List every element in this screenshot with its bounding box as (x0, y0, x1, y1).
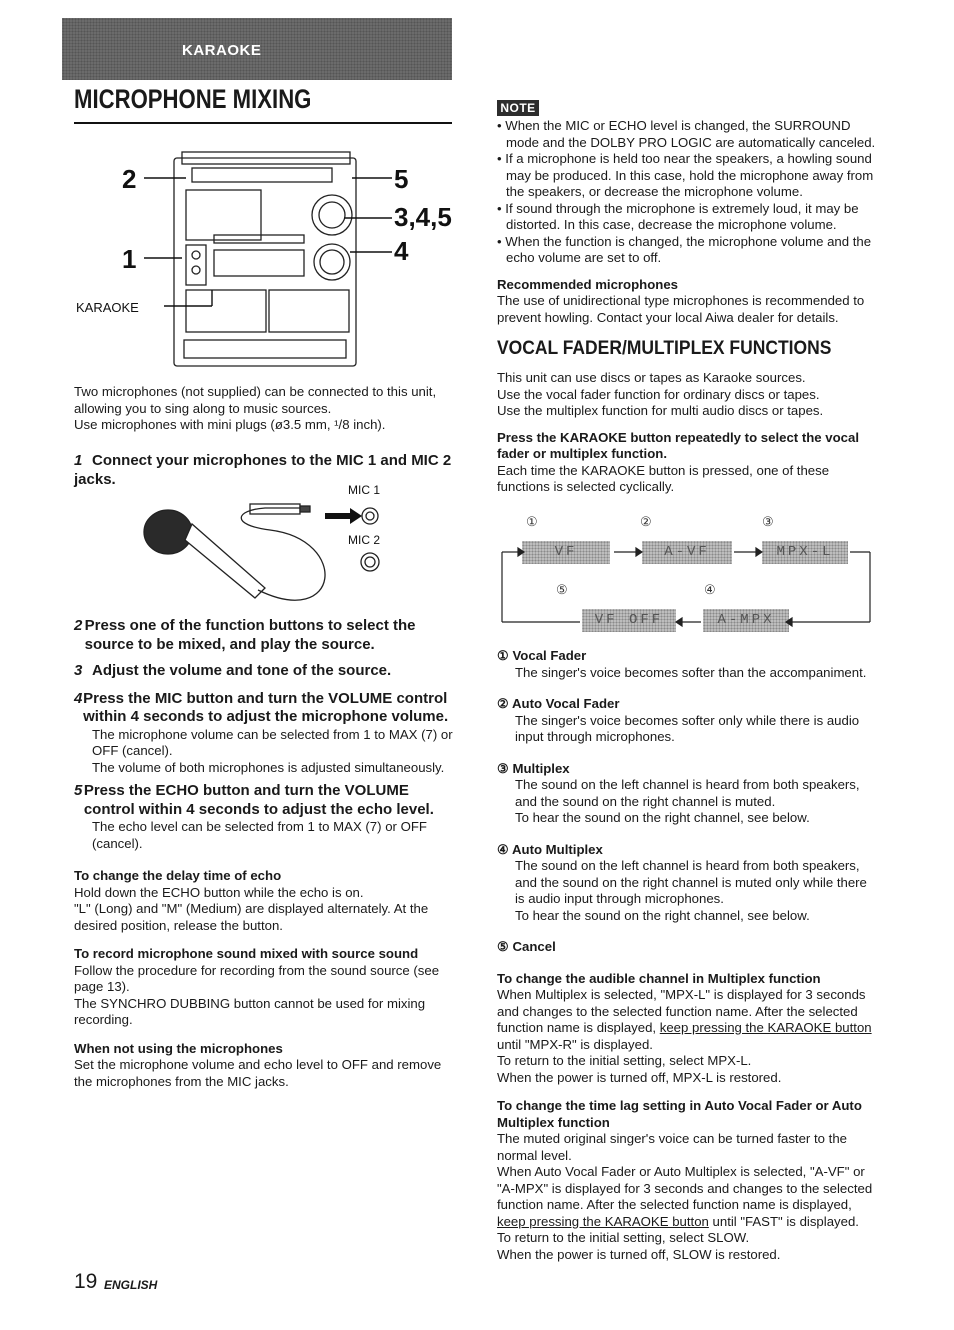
step-body-text: The echo level can be selected from 1 to MAX (7) or OFF (cancel). (92, 819, 427, 851)
callout-3-4-5: 3,4,5 (394, 202, 452, 232)
page-language: ENGLISH (104, 1278, 158, 1292)
function-heading: ⑤ Cancel (497, 939, 556, 954)
timelag-section (497, 1098, 877, 1263)
timelag-text: To return to the initial setting, select SLOW. (497, 1230, 750, 1245)
audible-text: When the power is turned off, MPX-L is restored. (497, 1069, 782, 1085)
step-5-body (74, 819, 454, 852)
timelag-text: When the power is turned off, SLOW is restored. (497, 1246, 781, 1262)
press-text: Each time the KARAOKE button is pressed, one of these functions is selected cyclically. (497, 462, 830, 494)
record-text: The SYNCHRO DUBBING button cannot be used for mixing recording. (74, 995, 426, 1027)
delay-heading: To change the delay time of echo (74, 868, 282, 883)
record-section (74, 946, 454, 1029)
step-number: 2 (74, 617, 83, 634)
display-mpx-l: MPX-L (762, 541, 848, 564)
function-item (497, 648, 877, 681)
step-title: Adjust the volume and tone of the source. (92, 662, 392, 679)
record-heading: To record microphone sound mixed with source sound (74, 946, 419, 961)
intro-text (74, 384, 454, 434)
cycle-arrows (496, 536, 876, 636)
steps-2-5 (74, 617, 454, 1090)
microphone-illustration (140, 480, 400, 610)
step-3 (74, 662, 454, 681)
timelag-text-part: When Auto Vocal Fader or Auto Multiplex is selected, "A-VF" or "A-MPX" is displayed for 3 seconds and changes to the selected function name. After the selected function name is displayed, (497, 1164, 873, 1212)
function-desc: The sound on the left channel is heard from both speakers, and the sound on the right channel is muted only while there is audio input through microphones. (515, 858, 867, 906)
diagram-num-1: ① (526, 514, 538, 529)
function-item (497, 842, 877, 925)
step-2 (74, 617, 454, 654)
note-badge: NOTE (497, 100, 539, 116)
intro-line: Two microphones (not supplied) can be connected to this unit, allowing you to sing along to music sources. (74, 384, 437, 416)
audible-heading: To change the audible channel in Multiplex function (497, 970, 821, 986)
function-item (497, 939, 877, 956)
vocal-intro-line: Use the vocal fader function for ordinary discs or tapes. (497, 386, 820, 402)
function-desc: The sound on the left channel is heard from both speakers, and the sound on the right channel is muted. (515, 777, 860, 809)
press-heading: Press the KARAOKE button repeatedly to select the vocal fader or multiplex function. (497, 429, 860, 461)
audible-text-part: When Multiplex is selected, "MPX-L" is displayed for 3 seconds and changes to the selected function name. After the selected function name is displayed, (497, 987, 866, 1035)
timelag-text-underlined: keep pressing the KARAOKE button (497, 1213, 709, 1229)
audible-text-part: until "MPX-R" is displayed. (497, 1036, 653, 1052)
audible-text (497, 987, 877, 1053)
vocal-intro-line: Use the multiplex function for multi audio discs or tapes. (497, 403, 824, 418)
page-title: MICROPHONE MIXING (74, 84, 312, 114)
step-number: 1 (74, 452, 83, 469)
callout-2: 2 (122, 164, 137, 194)
step-body-text: The microphone volume can be selected from 1 to MAX (7) or OFF (cancel). (92, 726, 453, 758)
timelag-heading: To change the time lag setting in Auto Vocal Fader or Auto Multiplex function (497, 1098, 862, 1130)
page-number: 19 (74, 1270, 98, 1293)
display-vf-off: VF OFF (582, 609, 676, 632)
delay-text: Hold down the ECHO button while the echo is on. (74, 884, 364, 900)
intro-line: Use microphones with mini plugs (ø3.5 mm, ¹/8 inch). (74, 417, 386, 432)
step-title: Press one of the function buttons to select the source to be mixed, and play the source. (84, 617, 416, 653)
notusing-heading: When not using the microphones (74, 1040, 283, 1056)
step-number: 5 (74, 782, 83, 799)
note-bullet: • When the MIC or ECHO level is changed, the SURROUND mode and the DOLBY PRO LOGIC are automatically canceled. (497, 118, 877, 151)
display-a-mpx: A-MPX (703, 609, 789, 632)
karaoke-jack-label: KARAOKE (76, 300, 139, 315)
function-heading: ② Auto Vocal Fader (497, 696, 620, 711)
function-desc: To hear the sound on the right channel, see below. (515, 907, 810, 923)
diagram-num-4: ④ (704, 582, 716, 597)
step-title: Press the MIC button and turn the VOLUME control within 4 seconds to adjust the microphone volume. (83, 689, 449, 725)
function-heading: ① Vocal Fader (497, 648, 587, 663)
notusing-text: Set the microphone volume and echo level to OFF and remove the microphones from the MIC jacks. (74, 1057, 442, 1089)
function-heading: ③ Multiplex (497, 760, 570, 776)
step-4 (74, 690, 454, 727)
timelag-text: The muted original singer's voice can be turned faster to the normal level. (497, 1131, 847, 1163)
title-divider (74, 122, 452, 124)
diagram-num-5: ⑤ (556, 582, 568, 597)
notusing-section (74, 1041, 454, 1091)
display-vf: VF (522, 541, 610, 564)
step-number: 3 (74, 662, 83, 679)
display-a-vf: A-VF (642, 541, 732, 564)
delay-text: "L" (Long) and "M" (Medium) are displayed alternately. At the desired position, release the button. (74, 901, 429, 933)
step-body-text: The volume of both microphones is adjusted simultaneously. (92, 759, 445, 775)
audible-text-underlined: keep pressing the KARAOKE button (659, 1020, 872, 1035)
diagram-num-2: ② (640, 514, 652, 529)
mic2-label: MIC 2 (348, 533, 381, 547)
mic1-label: MIC 1 (348, 483, 381, 497)
timelag-text (497, 1164, 877, 1230)
note-bullet: • If a microphone is held too near the speakers, a howling sound may be produced. In this case, hold the microphone away from the speakers, or decrease the microphone volume. (497, 151, 877, 201)
function-desc: The singer's voice becomes softer only while there is audio input through microphones. (515, 712, 860, 744)
note-bullet: • When the function is changed, the microphone volume and the echo volume are set to off. (497, 234, 877, 267)
function-desc: To hear the sound on the right channel, see below. (515, 810, 810, 825)
delay-section (74, 868, 454, 934)
step-4-body (74, 727, 454, 777)
function-heading: ④ Auto Multiplex (497, 841, 603, 857)
function-desc: The singer's voice becomes softer than the accompaniment. (515, 664, 867, 680)
function-list (497, 636, 877, 1263)
section-heading: VOCAL FADER/MULTIPLEX FUNCTIONS (497, 338, 832, 359)
audible-section (497, 971, 877, 1087)
step-title: Press the ECHO button and turn the VOLUME control within 4 seconds to adjust the echo level. (83, 782, 434, 818)
step-number: 4 (74, 689, 83, 707)
step-title: Connect your microphones to the MIC 1 and MIC 2 jacks. (74, 452, 452, 488)
recommended-text: The use of unidirectional type microphones is recommended to prevent howling. Contact your local Aiwa dealer for details. (497, 293, 865, 325)
audible-text: To return to the initial setting, select MPX-L. (497, 1053, 752, 1068)
step-5 (74, 782, 454, 819)
note-list (497, 118, 877, 326)
record-text: Follow the procedure for recording from the sound source (see page 13). (74, 962, 440, 994)
recommended-heading: Recommended microphones (497, 276, 678, 292)
callout-1: 1 (122, 244, 137, 274)
callout-4: 4 (394, 236, 409, 266)
vocal-intro (497, 370, 877, 496)
function-item (497, 696, 877, 746)
section-label: KARAOKE (182, 42, 262, 59)
timelag-text-part: until "FAST" is displayed. (708, 1213, 859, 1229)
note-bullet: • If sound through the microphone is extremely loud, it may be distorted. In this case, decrease the microphone volume. (497, 201, 877, 234)
diagram-num-3: ③ (762, 514, 774, 529)
vocal-intro-line: This unit can use discs or tapes as Karaoke sources. (497, 370, 806, 385)
stereo-unit-illustration (74, 140, 454, 375)
callout-5: 5 (394, 164, 409, 194)
section-band (62, 18, 452, 80)
function-item (497, 761, 877, 827)
